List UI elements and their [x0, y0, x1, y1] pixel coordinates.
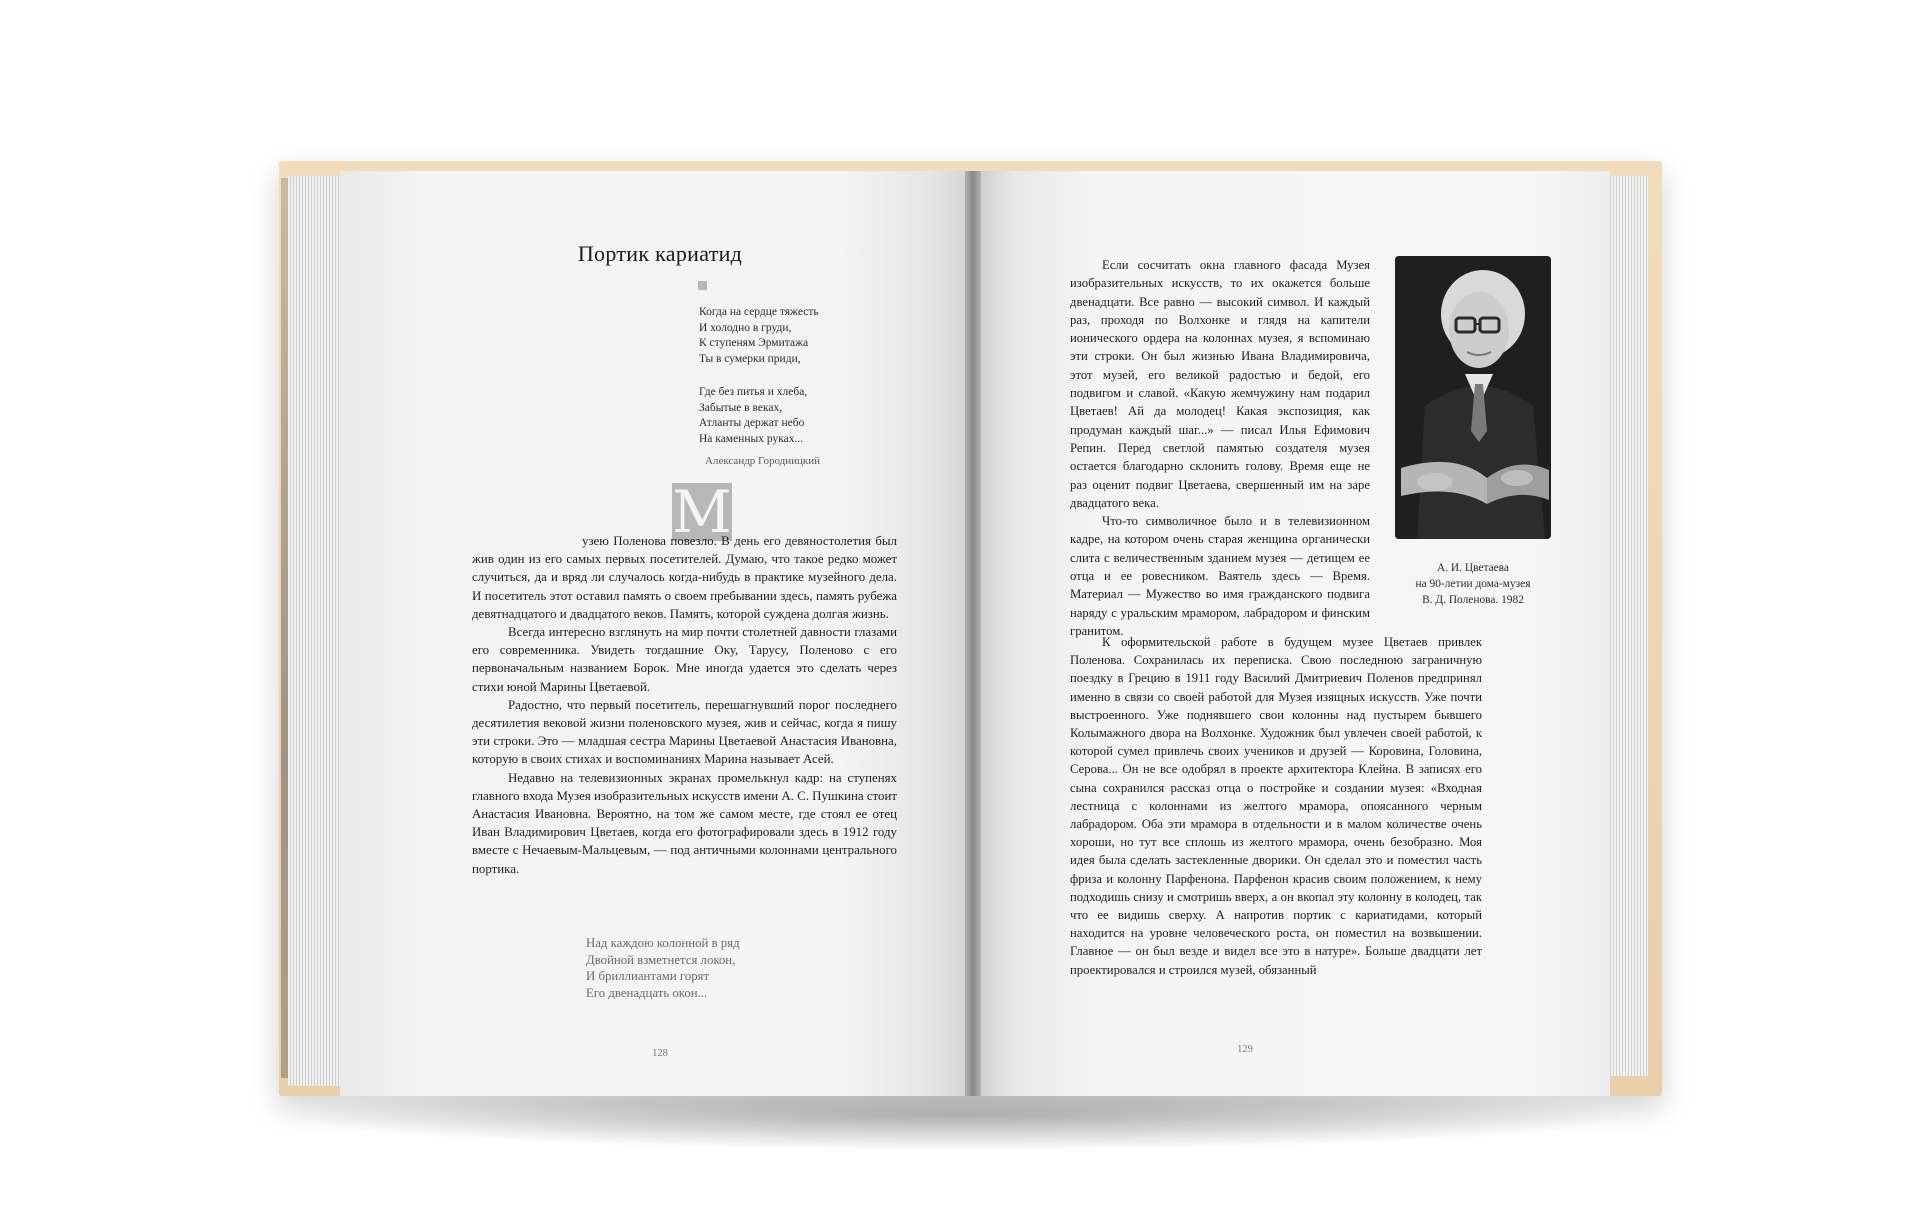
- verse-line: На каменных руках...: [699, 432, 804, 445]
- paragraph: Если сосчитать окна главного фасада Музея изобразительных искусств, то их окажется больше двенадцати. Все равно — высокий символ. И каждый раз, проходя по Волхонке и глядя на капители ионического ордера на колоннах музея, я вспоминаю эти строки. Он был жизнью Ивана Владимировича, этот музей, его великой радостью и бедой, его подвигом и славой. «Какую жемчужину нам подарил Цветаев! Ай да молодец! Какая экспозиция, как продуман каждый шаг...» — писал Илья Ефимович Репин. Перед светлой памятью создателя музея остается благодарно склонить голову. Время еще не раз оценит подвиг Цветаева, свершенный им на заре двадцатого века.: [1070, 258, 1370, 510]
- page-stack-left: [288, 176, 348, 1086]
- right-body-text-beside-photo: [1070, 256, 1370, 640]
- page-number: 129: [1237, 1044, 1253, 1055]
- paragraph: Радостно, что первый посетитель, перешагнувший порог последнего десятилетия вековой жизни поленовского музея, жив и сейчас, когда я пишу эти строки. Это — младшая сестра Марины Цветаевой Анастасия Ивановна, которую в своих стихах и воспоминаниях Марина называет Асей.: [472, 697, 897, 767]
- verse-line: И бриллиантами горят: [586, 969, 710, 984]
- paragraph: Недавно на телевизионных экранах промелькнул кадр: на ступенях главного входа Музея изобразительных искусств имени А. С. Пушкина стоит Анастасия Ивановна. Вероятно, на том же самом месте, где стоял ее отец Иван Владимирович Цветаев, когда его фотографировали здесь в 1912 году вместе с Нечаевым-Мальцевым, — под античными колоннами центрального портика.: [472, 770, 897, 876]
- verse-line: К ступеням Эрмитажа: [699, 337, 809, 350]
- verse-line: Когда на сердце тяжесть: [699, 306, 819, 318]
- paragraph-text: узею Поленова повезло. В день его девяностолетия был жив один из его самых первых посетителей. Думаю, что такое редко может случиться, да и вряд ли случалось когда-нибудь в практике музейного дела. И посетитель этот оставил память о своем пребывании здесь, память рубежа девятнадцатого и двадцатого веков. Память, которой суждена долгая жизнь.: [472, 534, 897, 621]
- portrait-illustration: [1395, 256, 1551, 539]
- epigraph-stanza-2: [699, 385, 807, 447]
- paragraph: Всегда интересно взглянуть на мир почти столетней давности глазами его современника. Увидеть тогдашние Оку, Тарусу, Поленово с его первоначальным названием Борок. Мне иногда удается это сделать через стихи юной Марины Цветаевой.: [472, 625, 897, 694]
- ornament-square-icon: [698, 281, 707, 290]
- page-number: 128: [652, 1048, 668, 1059]
- verse-line: Его двенадцать окон...: [586, 985, 708, 1000]
- right-page: [970, 171, 1610, 1096]
- epigraph-stanza-1: [699, 305, 819, 367]
- caption-line: на 90-летии дома-музея: [1415, 577, 1531, 590]
- paragraph: [472, 532, 897, 623]
- verse-line: Где без питья и хлеба,: [699, 386, 808, 398]
- closing-verse: [586, 935, 740, 1001]
- caption-line: А. И. Цветаева: [1437, 562, 1509, 574]
- paragraph: Что-то символичное было и в телевизионном кадре, на котором очень старая женщина органически слита с величественным зданием музея — детищем ее отца и ее ровесником. Ваятель здесь — Время. Материал — Мужество во имя гражданского подвига наряду с уральским мрамором, лабрадором и финским гранитом.: [1070, 514, 1370, 638]
- photo-caption: [1381, 561, 1565, 608]
- verse-line: Забытые в веках,: [699, 401, 783, 414]
- verse-line: Атланты держат небо: [699, 417, 805, 430]
- epigraph-author: Александр Городницкий: [705, 455, 820, 467]
- verse-line: Двойной взметнется локон,: [586, 952, 736, 967]
- book-gutter: [965, 171, 981, 1096]
- paragraph: К оформительской работе в будущем музее Цветаев привлек Поленова. Сохранилась их переписка. Свою последнюю заграничную поездку в Грецию в 1911 году Василий Дмитриевич Поленов предпринял именно в связи со своей работой для Музея изящных искусств. Уже почти выстроенного. Уже поднявшего свои колонны над пустырем бывшего Колымажного двора на Волхонке. Художник был увлечен своей работой, к которой сумел привлечь своих учеников и друзей — Коровина, Головина, Серова... Он не все одобрял в проекте архитектора Клейна. В записях его сына сохранился рассказ отца о постройке и создании музея: «Входная лестница с колоннами из желтого мрамора, опоясанного черным лабрадором. Оба эти мрамора в отдельности и в малом количестве очень хороши, но тут все сплошь из желтого мрамора, очень безобразно. Моя идея была сделать застекленные дворики. Он сделал это и поместил часть фриза и колонну Парфенона. Парфенон красив своим положением, к нему подходишь снизу и смотришь вверх, а он вкопал эту колонну в колодец, так что ее видишь сверху. А напротив портик с кариатидами, который находится на уровне человеческого роста, он поместил на возвышении. Главное — он был везде и видел все это в натуре». Больше двадцати лет проектировался и строился музей, обязанный: [1070, 635, 1482, 977]
- left-body-text: [472, 532, 897, 878]
- right-body-text: [1070, 633, 1482, 979]
- verse-line: Над каждою колонной в ряд: [586, 936, 740, 950]
- left-page: [340, 171, 980, 1096]
- drop-cap: М: [672, 478, 732, 546]
- portrait-photo: [1395, 256, 1551, 539]
- verse-line: И холодно в груди,: [699, 321, 792, 334]
- chapter-title: Портик кариатид: [577, 241, 743, 266]
- verse-line: Ты в сумерки приди,: [699, 352, 801, 365]
- caption-line: В. Д. Поленова. 1982: [1422, 593, 1524, 606]
